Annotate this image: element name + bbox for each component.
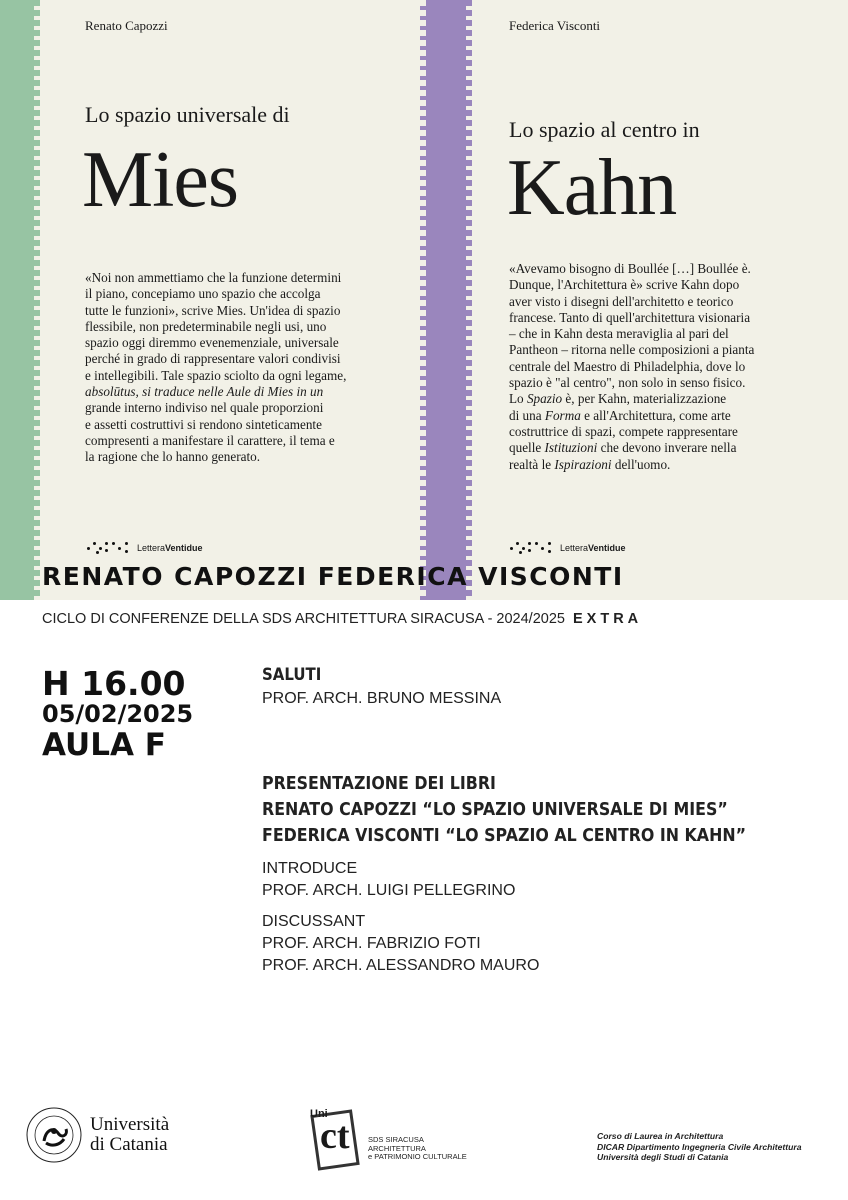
sds-mark-icon — [308, 1108, 360, 1166]
quote-line: francese. Tanto di quell'architettura visionaria — [509, 309, 751, 325]
cycle-extra: EXTRA — [573, 611, 643, 627]
quote-line: tutte le funzioni», scrive Mies. Un'idea di spazio — [85, 302, 341, 318]
course-info — [597, 1131, 802, 1163]
sds-text-line1: SDS SIRACUSA — [368, 1135, 424, 1144]
event-room: AULA F — [42, 727, 166, 763]
left-book-title: Mies — [82, 136, 238, 224]
right-book-subtitle: Lo spazio al centro in — [509, 117, 700, 142]
course-line3: Università degli Studi di Catania — [597, 1152, 729, 1162]
event-date: 05/02/2025 — [42, 700, 194, 728]
quote-line: «Noi non ammettiamo che la funzione determini — [85, 270, 342, 285]
unict-name-line2: di Catania — [90, 1134, 168, 1155]
event-time: H 16.00 — [42, 664, 186, 703]
right-book-author: Federica Visconti — [509, 18, 601, 33]
sds-mark-big: ct — [320, 1115, 350, 1157]
speakers-headline: RENATO CAPOZZI FEDERICA VISCONTI — [42, 562, 624, 591]
quote-line: compresenti a manifestare il carattere, il tema e — [85, 432, 335, 448]
discussant-speaker-1: PROF. ARCH. FABRIZIO FOTI — [262, 935, 481, 952]
cycle-text: CICLO DI CONFERENZE DELLA SDS ARCHITETTURA SIRACUSA - 2024/2025 — [42, 611, 565, 627]
right-book-quote — [509, 261, 754, 473]
publisher-dots-icon — [85, 541, 131, 555]
sds-logo — [308, 1108, 498, 1168]
discussant-speaker-2: PROF. ARCH. ALESSANDRO MAURO — [262, 957, 540, 974]
publisher-dots-icon — [508, 541, 554, 555]
quote-line: quelle Istituzioni che devono inverare nella — [509, 440, 737, 456]
quote-line: Lo Spazio è, per Kahn, materializzazione — [509, 391, 727, 407]
publisher-name-b: Ventidue — [165, 543, 203, 553]
left-book-subtitle: Lo spazio universale di — [85, 102, 290, 127]
unict-logo — [24, 1105, 194, 1165]
saluti-speaker: PROF. ARCH. BRUNO MESSINA — [262, 690, 502, 707]
conference-cycle-line — [42, 611, 642, 627]
discussant-heading: DISCUSSANT — [262, 913, 366, 930]
quote-line: centrale del Maestro di Philadelphia, dove lo — [509, 358, 746, 374]
presentation-heading: PRESENTAZIONE DEI LIBRI — [262, 773, 496, 794]
quote-line: grande interno indiviso nel quale proporzioni — [85, 400, 324, 416]
quote-line: «Avevamo bisogno di Boullée […] Boullée è. — [509, 261, 751, 276]
sds-text-line2: ARCHITETTURA — [368, 1143, 426, 1153]
quote-line: aver visto i disegni dell'architetto e teorico — [509, 293, 734, 309]
publisher-name-a: Lettera — [560, 543, 589, 553]
quote-line: – che in Kahn desta meraviglia al pari del — [509, 326, 729, 342]
quote-line: costruttrice di spazi, compete rappresentare — [509, 423, 738, 439]
stamp-perforation — [466, 0, 472, 600]
quote-line: e intellegibili. Tale spazio sciolto da ogni legame, — [85, 367, 347, 383]
course-line1: Corso di Laurea in Architettura — [597, 1131, 724, 1141]
quote-line: spazio è "al centro", non solo in senso fisico. — [509, 375, 746, 391]
right-publisher-logo — [508, 541, 626, 555]
university-seal-icon — [24, 1105, 84, 1165]
right-book-title: Kahn — [507, 144, 677, 232]
course-line2: DICAR Dipartimento Ingegneria Civile Architettura — [597, 1141, 802, 1152]
quote-line: Pantheon – ritorna nelle composizioni a pianta — [509, 342, 755, 358]
saluti-heading: SALUTI — [262, 665, 322, 685]
left-book-author: Renato Capozzi — [85, 18, 168, 33]
unict-name-line1: Università — [90, 1114, 170, 1135]
presentation-book-1: RENATO CAPOZZI “LO SPAZIO UNIVERSALE DI MIES” — [262, 799, 728, 820]
quote-line: spazio oggi diremmo evenemenziale, universale — [85, 335, 339, 351]
quote-line: e assetti costruttivi si rendono sinteticamente — [85, 416, 322, 432]
left-book-quote — [85, 270, 346, 466]
stamp-perforation — [34, 0, 40, 600]
left-publisher-logo — [85, 541, 203, 555]
quote-line: perché in grado di rappresentare valori condivisi — [85, 351, 341, 367]
purple-spine-stripe — [426, 0, 466, 600]
quote-line: la ragione che lo hanno generato. — [85, 449, 261, 465]
presentation-book-2: FEDERICA VISCONTI “LO SPAZIO AL CENTRO IN KAHN” — [262, 825, 746, 846]
sds-text-line3: e PATRIMONIO CULTURALE — [368, 1152, 467, 1161]
quote-line: Dunque, l'Architettura è» scrive Kahn dopo — [509, 277, 740, 293]
quote-line: realtà le Ispirazioni dell'uomo. — [509, 456, 671, 472]
introduce-speaker: PROF. ARCH. LUIGI PELLEGRINO — [262, 882, 516, 899]
publisher-name-b: Ventidue — [588, 543, 626, 553]
stamp-perforation — [420, 0, 426, 600]
sds-mark-small: Uni — [310, 1108, 328, 1120]
quote-line: absolūtus, si traduce nelle Aule di Mies in un — [85, 384, 324, 400]
quote-line: flessibile, non predeterminabile negli usi, uno — [85, 318, 327, 334]
quote-line: il piano, concepiamo uno spazio che accolga — [85, 286, 321, 302]
quote-line: di una Forma e all'Architettura, come arte — [509, 407, 731, 423]
publisher-name-a: Lettera — [137, 543, 166, 553]
introduce-heading: INTRODUCE — [262, 860, 358, 877]
